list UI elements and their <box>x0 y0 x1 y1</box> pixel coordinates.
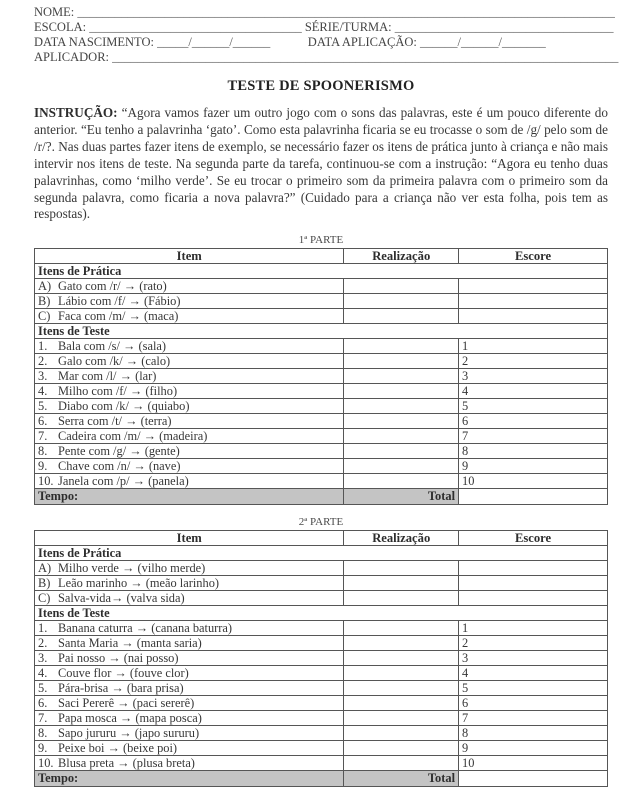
item-text: Gato com /r/ → (rato) <box>58 278 167 293</box>
instruction-text: “Agora vamos fazer um outro jogo com o sons das palavras, este é um pouco diferente do anterior. “Eu tenho a palavrinha ‘gato’. Como esta palavrinha ficaria se eu trocasse o som de /g/ pelo som de /r/?. Nas duas partes fazer itens de exemplo, se necessário fazer os itens de prática junto à criança e não mais intervir nos itens de teste. Na segunda parte da tarefa, continuou-se com a instrução: “Agora eu tenho duas palavrinhas, como ‘milho verde’. Se eu trocar o primeiro som da primeira palavra com o primeiro som da segunda palavra, como ficaria a nova palavra?” (Cuidado para a criança não ver esta folha, pois tem as respostas). <box>34 105 608 222</box>
escore-cell: 2 <box>459 354 608 369</box>
escore-cell: 10 <box>459 474 608 489</box>
item-label: 2. <box>38 635 48 650</box>
realizacao-cell <box>344 726 459 741</box>
page-title: TESTE DE SPOONERISMO <box>227 78 415 94</box>
item-text: Salva-vida→ (valva sida) <box>58 590 185 605</box>
item-cell <box>35 711 344 726</box>
column-header-realizacao: Realização <box>344 249 459 264</box>
footer-escore-cell <box>459 489 608 505</box>
item-text: Peixe boi → (beixe poi) <box>58 740 178 755</box>
item-cell <box>35 621 344 636</box>
field-line <box>34 50 619 65</box>
tempo-cell: Tempo: <box>35 489 344 505</box>
item-label: A) <box>38 278 52 293</box>
section-header-cell: Itens de Prática <box>35 264 608 279</box>
escore-cell: 10 <box>459 756 608 771</box>
item-row <box>35 741 608 756</box>
escore-cell: 8 <box>459 726 608 741</box>
item-row <box>35 666 608 681</box>
item-text: Milho verde → (vilho merde) <box>58 560 206 575</box>
escola-fill: __________________________________ <box>89 20 302 34</box>
item-row <box>35 591 608 606</box>
escore-cell: 7 <box>459 711 608 726</box>
item-cell <box>35 636 344 651</box>
item-label: 9. <box>38 458 48 473</box>
item-row <box>35 309 608 324</box>
item-cell <box>35 756 344 771</box>
realizacao-cell <box>344 681 459 696</box>
item-label: 6. <box>38 695 48 710</box>
section-header-row <box>35 546 608 561</box>
item-row <box>35 711 608 726</box>
realizacao-cell <box>344 621 459 636</box>
realizacao-cell <box>344 636 459 651</box>
realizacao-cell <box>344 651 459 666</box>
item-text: Chave com /n/ → (nave) <box>58 458 181 473</box>
item-cell <box>35 399 344 414</box>
realizacao-cell <box>344 576 459 591</box>
escore-cell <box>459 279 608 294</box>
realizacao-cell <box>344 711 459 726</box>
escore-cell <box>459 309 608 324</box>
column-header-realizacao: Realização <box>344 531 459 546</box>
escola-label: ESCOLA: <box>34 20 90 34</box>
item-cell <box>35 279 344 294</box>
escore-cell: 7 <box>459 429 608 444</box>
parts-container <box>34 234 608 787</box>
realizacao-cell <box>344 309 459 324</box>
item-text: Cadeira com /m/ → (madeira) <box>58 428 208 443</box>
item-text: Lábio com /f/ → (Fábio) <box>58 293 181 308</box>
data-aplicacao-fill: ______/______/_______ <box>420 35 546 49</box>
total-cell: Total <box>344 489 459 505</box>
escore-cell: 3 <box>459 369 608 384</box>
item-label: 10. <box>38 473 54 488</box>
item-row <box>35 399 608 414</box>
item-cell <box>35 444 344 459</box>
table-header-row <box>35 249 608 264</box>
column-header-escore: Escore <box>459 531 608 546</box>
item-label: B) <box>38 575 51 590</box>
escore-cell: 3 <box>459 651 608 666</box>
total-cell: Total <box>344 771 459 787</box>
item-label: 4. <box>38 665 48 680</box>
tempo-cell: Tempo: <box>35 771 344 787</box>
item-label: A) <box>38 560 52 575</box>
escore-cell: 1 <box>459 621 608 636</box>
realizacao-cell <box>344 474 459 489</box>
item-cell <box>35 459 344 474</box>
realizacao-cell <box>344 294 459 309</box>
column-header-escore: Escore <box>459 249 608 264</box>
item-text: Banana caturra → (canana baturra) <box>58 620 233 635</box>
section-header-row <box>35 264 608 279</box>
item-text: Leão marinho → (meão larinho) <box>58 575 220 590</box>
item-label: 3. <box>38 650 48 665</box>
escore-cell <box>459 294 608 309</box>
item-row <box>35 636 608 651</box>
section-header-cell: Itens de Teste <box>35 606 608 621</box>
item-label: C) <box>38 590 51 605</box>
section-header-cell: Itens de Prática <box>35 546 608 561</box>
item-cell <box>35 474 344 489</box>
tempo-row <box>35 489 608 505</box>
instruction-label: INSTRUÇÃO: <box>34 105 118 120</box>
item-row <box>35 339 608 354</box>
item-label: 7. <box>38 428 48 443</box>
serie-turma-fill: ___________________________________ <box>394 20 614 34</box>
item-row <box>35 696 608 711</box>
realizacao-cell <box>344 279 459 294</box>
data-nascimento-label: DATA NASCIMENTO: <box>34 35 158 49</box>
item-row <box>35 474 608 489</box>
item-row <box>35 384 608 399</box>
item-cell <box>35 741 344 756</box>
item-label: 3. <box>38 368 48 383</box>
section-header-row <box>35 324 608 339</box>
header-fields <box>34 5 619 65</box>
item-row <box>35 726 608 741</box>
item-label: 4. <box>38 383 48 398</box>
item-row <box>35 756 608 771</box>
part2-caption: 2ª PARTE <box>298 516 344 529</box>
realizacao-cell <box>344 591 459 606</box>
part1-caption: 1ª PARTE <box>298 234 344 247</box>
item-cell <box>35 354 344 369</box>
table-header-row <box>35 531 608 546</box>
item-cell <box>35 369 344 384</box>
item-label: 5. <box>38 398 48 413</box>
item-label: C) <box>38 308 51 323</box>
item-row <box>35 279 608 294</box>
item-cell <box>35 414 344 429</box>
aplicador-fill: _________________________________________________________________________________ <box>112 50 619 64</box>
realizacao-cell <box>344 384 459 399</box>
realizacao-cell <box>344 429 459 444</box>
item-label: 8. <box>38 725 48 740</box>
escore-cell: 5 <box>459 399 608 414</box>
section-header-row <box>35 606 608 621</box>
data-nascimento-fill: _____/______/______ <box>157 35 308 49</box>
item-text: Blusa preta → (plusa breta) <box>58 755 195 770</box>
item-row <box>35 294 608 309</box>
item-label: 2. <box>38 353 48 368</box>
section-header-cell: Itens de Teste <box>35 324 608 339</box>
escore-cell: 9 <box>459 741 608 756</box>
realizacao-cell <box>344 696 459 711</box>
item-row <box>35 681 608 696</box>
data-aplicacao-label: DATA APLICAÇÃO: <box>307 35 421 49</box>
escore-cell: 1 <box>459 339 608 354</box>
escore-cell: 4 <box>459 384 608 399</box>
item-text: Pai nosso → (nai posso) <box>58 650 179 665</box>
item-row <box>35 621 608 636</box>
item-cell <box>35 591 344 606</box>
item-cell <box>35 339 344 354</box>
item-label: 5. <box>38 680 48 695</box>
realizacao-cell <box>344 459 459 474</box>
item-label: 8. <box>38 443 48 458</box>
item-cell <box>35 651 344 666</box>
item-text: Sapo jururu → (japo sururu) <box>58 725 200 740</box>
item-cell <box>35 726 344 741</box>
realizacao-cell <box>344 399 459 414</box>
escore-cell <box>459 591 608 606</box>
item-row <box>35 429 608 444</box>
item-text: Santa Maria → (manta saria) <box>58 635 202 650</box>
item-cell <box>35 576 344 591</box>
item-row <box>35 459 608 474</box>
item-cell <box>35 561 344 576</box>
column-header-item: Item <box>35 249 344 264</box>
aplicador-label: APLICADOR: <box>34 50 113 64</box>
realizacao-cell <box>344 369 459 384</box>
escore-cell: 4 <box>459 666 608 681</box>
item-label: 7. <box>38 710 48 725</box>
footer-escore-cell <box>459 771 608 787</box>
item-row <box>35 561 608 576</box>
item-text: Couve flor → (fouve clor) <box>58 665 189 680</box>
item-text: Serra com /t/ → (terra) <box>58 413 172 428</box>
item-cell <box>35 696 344 711</box>
item-text: Diabo com /k/ → (quiabo) <box>58 398 190 413</box>
serie-turma-label: SÉRIE/TURMA: <box>301 20 395 34</box>
item-label: 6. <box>38 413 48 428</box>
realizacao-cell <box>344 339 459 354</box>
escore-cell <box>459 561 608 576</box>
escore-cell: 9 <box>459 459 608 474</box>
item-text: Pente com /g/ → (gente) <box>58 443 180 458</box>
nome-fill: ______________________________________________________________________________________ <box>77 5 615 19</box>
item-row <box>35 651 608 666</box>
realizacao-cell <box>344 414 459 429</box>
column-header-item: Item <box>35 531 344 546</box>
item-row <box>35 414 608 429</box>
item-label: 1. <box>38 338 48 353</box>
escore-cell: 5 <box>459 681 608 696</box>
item-cell <box>35 681 344 696</box>
item-text: Pára-brisa → (bara prisa) <box>58 680 184 695</box>
item-text: Papa mosca → (mapa posca) <box>58 710 202 725</box>
item-row <box>35 576 608 591</box>
escore-cell: 6 <box>459 696 608 711</box>
item-cell <box>35 429 344 444</box>
item-text: Milho com /f/ → (filho) <box>58 383 178 398</box>
field-line <box>34 20 614 35</box>
realizacao-cell <box>344 444 459 459</box>
realizacao-cell <box>344 354 459 369</box>
nome-label: NOME: <box>34 5 78 19</box>
item-row <box>35 354 608 369</box>
item-text: Janela com /p/ → (panela) <box>58 473 189 488</box>
item-label: B) <box>38 293 51 308</box>
item-cell <box>35 309 344 324</box>
item-label: 10. <box>38 755 54 770</box>
tempo-row <box>35 771 608 787</box>
item-text: Saci Pererê → (paci sererê) <box>58 695 195 710</box>
item-cell <box>35 384 344 399</box>
escore-cell: 6 <box>459 414 608 429</box>
part2-table <box>34 530 608 787</box>
item-text: Mar com /l/ → (lar) <box>58 368 157 383</box>
realizacao-cell <box>344 741 459 756</box>
item-cell <box>35 666 344 681</box>
part1-table <box>34 248 608 505</box>
field-line <box>34 35 608 50</box>
item-text: Bala com /s/ → (sala) <box>58 338 167 353</box>
item-text: Faca com /m/ → (maca) <box>58 308 179 323</box>
instruction-paragraph <box>34 105 608 223</box>
item-label: 9. <box>38 740 48 755</box>
item-row <box>35 444 608 459</box>
item-row <box>35 369 608 384</box>
realizacao-cell <box>344 561 459 576</box>
escore-cell <box>459 576 608 591</box>
realizacao-cell <box>344 666 459 681</box>
escore-cell: 2 <box>459 636 608 651</box>
item-cell <box>35 294 344 309</box>
realizacao-cell <box>344 756 459 771</box>
escore-cell: 8 <box>459 444 608 459</box>
field-line <box>34 5 615 20</box>
item-label: 1. <box>38 620 48 635</box>
item-text: Galo com /k/ → (calo) <box>58 353 171 368</box>
